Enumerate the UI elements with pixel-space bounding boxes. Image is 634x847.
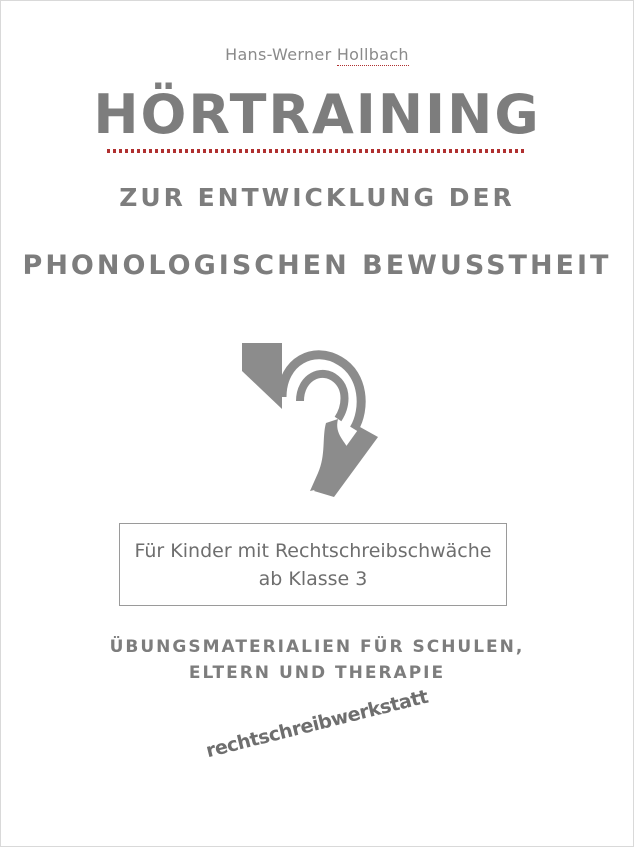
page-title: HÖRTRAINING bbox=[93, 83, 541, 146]
subtitle-line-2: PHONOLOGISCHEN BEWUSSTHEIT bbox=[22, 250, 612, 281]
subtitle-line-1: ZUR ENTWICKLUNG DER bbox=[119, 183, 515, 212]
main-title-container bbox=[1, 83, 633, 146]
author-first-name: Hans-Werner bbox=[225, 45, 337, 64]
ear-icon bbox=[222, 331, 412, 501]
highlight-note-box bbox=[119, 523, 507, 606]
footer-line-1: ÜBUNGSMATERIALIEN FÜR SCHULEN, bbox=[109, 637, 525, 657]
note-box-content bbox=[120, 524, 506, 593]
title-underline-decoration bbox=[107, 149, 527, 153]
ear-illustration-container bbox=[1, 331, 633, 506]
publisher-logo-text: rechtschreibwerkstatt bbox=[203, 685, 431, 763]
note-line-2: ab Klasse 3 bbox=[258, 567, 368, 590]
publisher-logo bbox=[1, 685, 633, 763]
footer-line-2: ELTERN UND THERAPIE bbox=[188, 663, 446, 683]
author-line bbox=[1, 45, 633, 64]
note-line-1: Für Kinder mit Rechtschreibschwäche bbox=[134, 540, 492, 562]
author-surname: Hollbach bbox=[336, 45, 409, 64]
